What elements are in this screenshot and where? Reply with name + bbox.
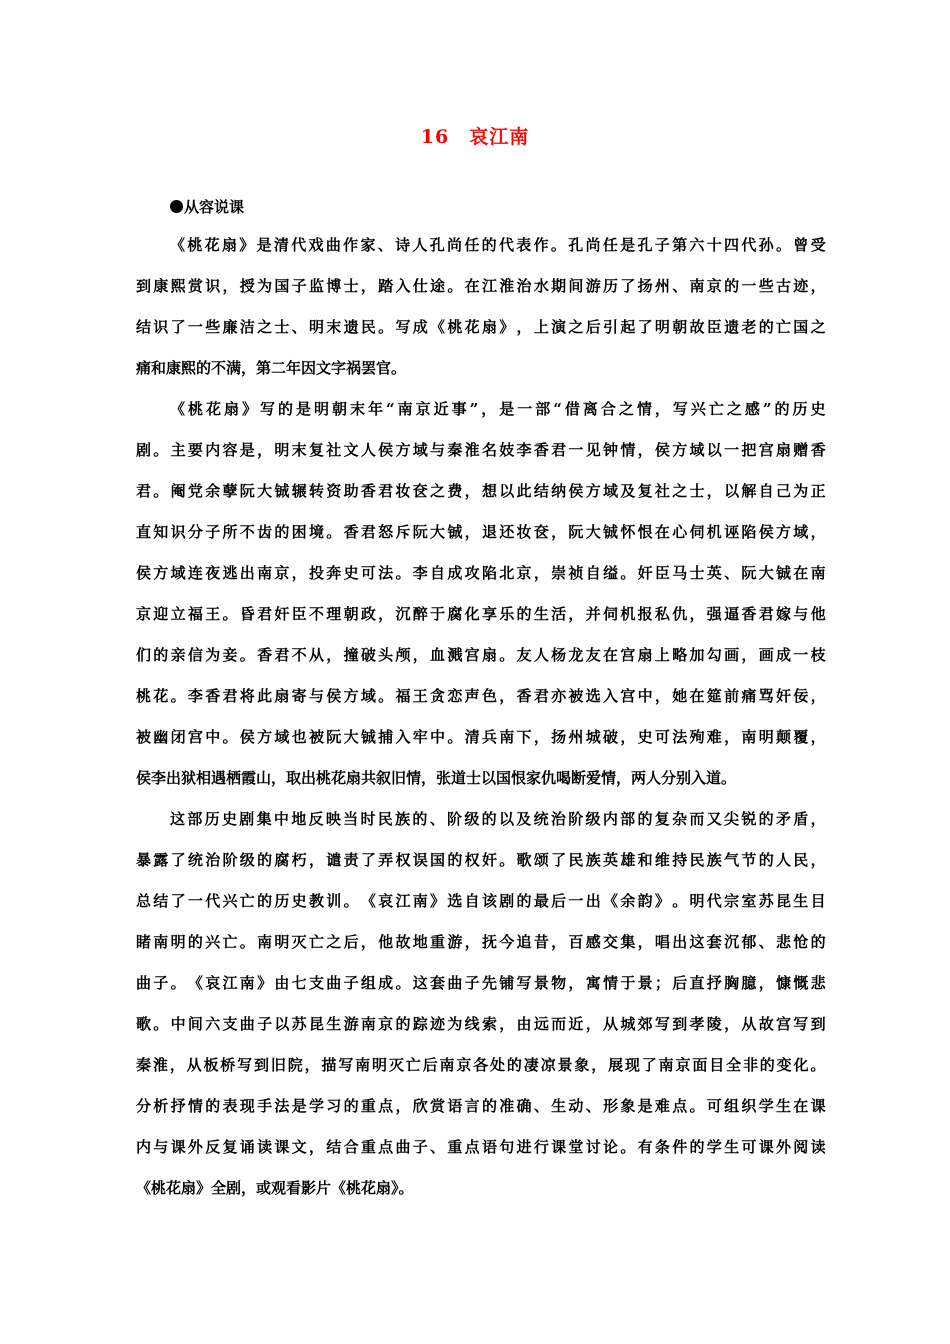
- section-heading-text: 从容说课: [184, 198, 245, 216]
- lesson-title: 16 哀江南: [420, 126, 530, 148]
- paragraph-line: 暴 露 了 统 治 阶 级 的 腐 朽 ， 谴 责 了 弄 权 误 国 的 权 奸 。 歌 颂 了 民 族 英 雄 和 维 持 民 族 气 节 的 人 民 ，: [136, 851, 826, 869]
- paragraph-line: 《 桃 花 扇 》 是 清 代 戏 曲 作 家 、 诗 人 孔 尚 任 的 代 表 作 。 孔 尚 任 是 孔 子 第 六 十 四 代 孙 。 曾 受: [170, 236, 826, 254]
- paragraph: [136, 225, 826, 389]
- paragraph-line: 内 与 课 外 反 复 诵 读 课 文 ， 结 合 重 点 曲 子 、 重 点 语 句 进 行 课 堂 讨 论 。 有 条 件 的 学 生 可 课 外 阅 读: [136, 1138, 826, 1156]
- paragraph-line: 分 析 抒 情 的 表 现 手 法 是 学 习 的 重 点 ， 欣 赏 语 言 的 准 确 、 生 动 、 形 象 是 难 点 。 可 组 织 学 生 在 课: [136, 1097, 826, 1115]
- paragraph-line: 曲 子 。 《 哀 江 南 》 由 七 支 曲 子 组 成 。 这 套 曲 子 先 铺 写 景 物 ， 寓 情 于 景 ； 后 直 抒 胸 臆 ， 慷 慨 悲: [136, 974, 826, 992]
- paragraph-line: 睹 南 明 的 兴 亡 。 南 明 灭 亡 之 后 ， 他 故 地 重 游 ， 抚 今 追 昔 ， 百 感 交 集 ， 唱 出 这 套 沉 郁 、 悲 怆 的: [136, 933, 826, 951]
- paragraph-line: 剧 。 主 要 内 容 是 ， 明 末 复 社 文 人 侯 方 域 与 秦 淮 名 妓 李 香 君 一 见 钟 情 ， 侯 方 域 以 一 把 宫 扇 赠 香: [136, 441, 826, 459]
- paragraph-line: 侯李出狱相遇栖霞山，取出桃花扇共叙旧情，张道士以国恨家仇喝断爱情，两人分别入道。: [136, 769, 737, 787]
- paragraph-line: 君 。 阉 党 余 孽 阮 大 铖 辗 转 资 助 香 君 妆 奁 之 费 ， 想 以 此 结 纳 侯 方 域 及 复 社 之 士 ， 以 解 自 己 为 正: [136, 482, 826, 500]
- paragraph-line: 结 识 了 一 些 廉 洁 之 士 、 明 末 遗 民 。 写 成 《 桃 花 扇 》 ， 上 演 之 后 引 起 了 明 朝 故 臣 遗 老 的 亡 国 之: [136, 318, 826, 336]
- paragraph-line: 被 幽 闭 宫 中 。 侯 方 域 也 被 阮 大 铖 捕 入 牢 中 。 清 兵 南 下 ， 扬 州 城 破 ， 史 可 法 殉 难 ， 南 明 颠 覆 ，: [136, 728, 826, 746]
- paragraph-line: 《 桃 花 扇 》 写 的 是 明 朝 末 年 “ 南 京 近 事 ” ， 是 一 部 “ 借 离 合 之 情 ， 写 兴 亡 之 感 ” 的 历 史: [170, 400, 826, 418]
- paragraph-line: 《桃花扇》全剧，或观看影片《桃花扇》。: [136, 1179, 414, 1197]
- paragraph-line: 这 部 历 史 剧 集 中 地 反 映 当 时 民 族 的 、 阶 级 的 以 及 统 治 阶 级 内 部 的 复 杂 而 又 尖 锐 的 矛 盾 ，: [170, 810, 826, 828]
- paragraph: [136, 799, 826, 1209]
- paragraph-line: 侯 方 域 连 夜 逃 出 南 京 ， 投 奔 史 可 法 。 李 自 成 攻 陷 北 京 ， 崇 祯 自 缢 。 奸 臣 马 士 英 、 阮 大 铖 在 南: [136, 564, 826, 582]
- paragraph-line: 秦 淮 ， 从 板 桥 写 到 旧 院 ， 描 写 南 明 灭 亡 后 南 京 各 处 的 凄 凉 景 象 ， 展 现 了 南 京 面 目 全 非 的 变 化 。: [136, 1056, 826, 1074]
- paragraph-line: 歌 。 中 间 六 支 曲 子 以 苏 昆 生 游 南 京 的 踪 迹 为 线 索 ， 由 远 而 近 ， 从 城 郊 写 到 孝 陵 ， 从 故 宫 写 到: [136, 1015, 826, 1033]
- paragraph-line: 京 迎 立 福 王 。 昏 君 奸 臣 不 理 朝 政 ， 沉 醉 于 腐 化 享 乐 的 生 活 ， 并 伺 机 报 私 仇 ， 强 逼 香 君 嫁 与 他: [136, 605, 826, 623]
- paragraph: [136, 389, 826, 799]
- paragraph-line: 们 的 亲 信 为 妾 。 香 君 不 从 ， 撞 破 头 颅 ， 血 溅 宫 扇 。 友 人 杨 龙 友 在 宫 扇 上 略 加 勾 画 ， 画 成 一 枝: [136, 646, 826, 664]
- bullet-icon: [170, 200, 183, 213]
- paragraph-line: 总 结 了 一 代 兴 亡 的 历 史 教 训 。 《 哀 江 南 》 选 自 该 剧 的 最 后 一 出 《 余 韵 》 。 明 代 宗 室 苏 昆 生 目: [136, 892, 826, 910]
- section-heading: [170, 196, 244, 218]
- paragraph-line: 直 知 识 分 子 所 不 齿 的 困 境 。 香 君 怒 斥 阮 大 铖 ， 退 还 妆 奁 ， 阮 大 铖 怀 恨 在 心 伺 机 诬 陷 侯 方 域 ，: [136, 523, 826, 541]
- paragraph-line: 到 康 熙 赏 识 ， 授 为 国 子 监 博 士 ， 踏 入 仕 途 。 在 江 淮 治 水 期 间 游 历 了 扬 州 、 南 京 的 一 些 古 迹 ，: [136, 277, 826, 295]
- body-text: [136, 225, 826, 1209]
- paragraph-line: 桃 花 。 李 香 君 将 此 扇 寄 与 侯 方 域 。 福 王 贪 恋 声 色 ， 香 君 亦 被 选 入 宫 中 ， 她 在 筵 前 痛 骂 奸 佞 ，: [136, 687, 826, 705]
- paragraph-line: 痛和康熙的不满，第二年因文字祸罢官。: [136, 359, 407, 377]
